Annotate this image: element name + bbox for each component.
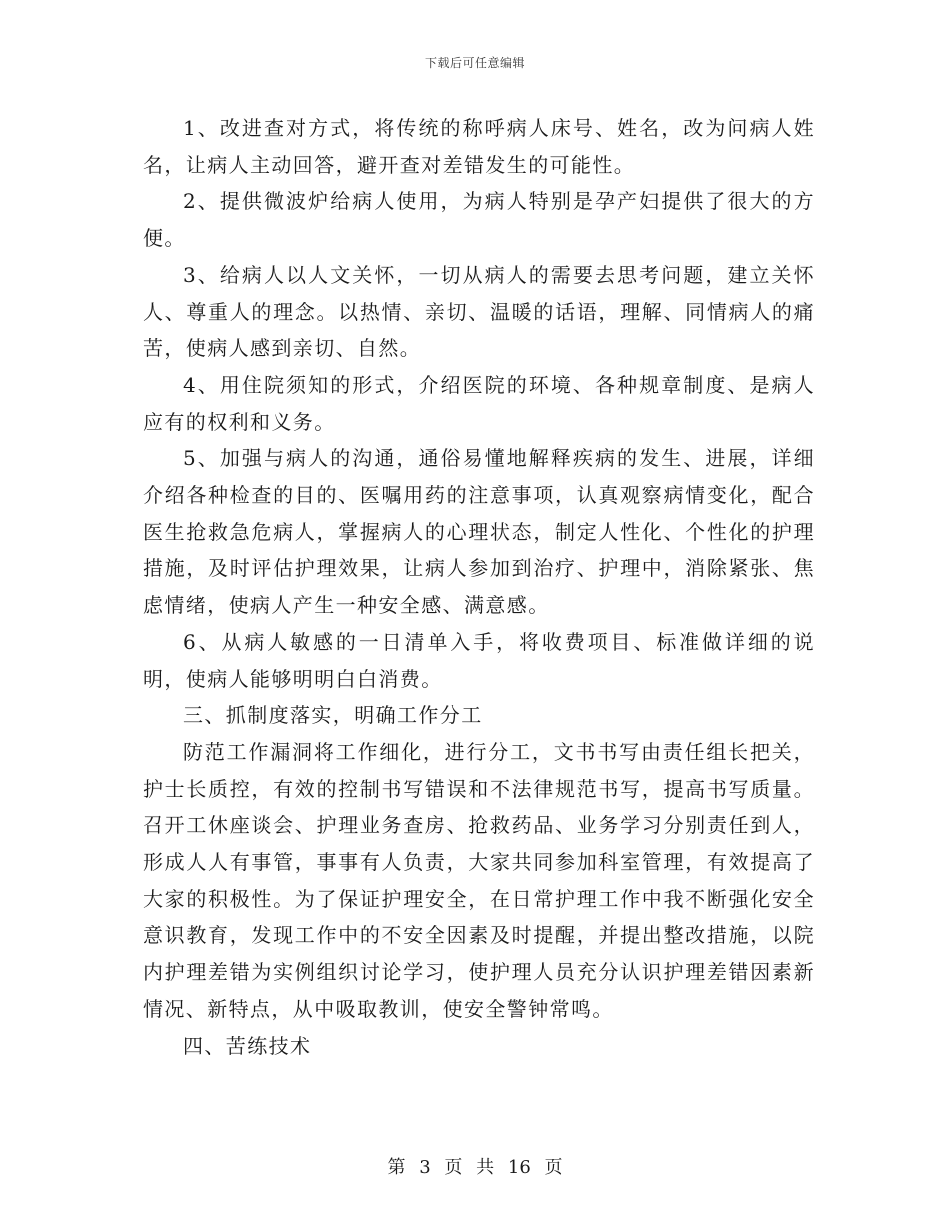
paragraph-item-1: 1、改进查对方式，将传统的称呼病人床号、姓名，改为问病人姓名，让病人主动回答，避开查对差错发生的可能性。 <box>143 116 815 177</box>
page-footer <box>0 1153 950 1179</box>
paragraph-item-4: 4、用住院须知的形式，介绍医院的环境、各种规章制度、是病人应有的权利和义务。 <box>143 372 815 434</box>
footer-total-pages: 16 <box>507 1157 531 1178</box>
document-body <box>143 110 815 1064</box>
section-heading-3: 三、抓制度落实，明确工作分工 <box>183 703 483 728</box>
footer-label-total: 共 <box>476 1157 495 1178</box>
footer-label-unit: 页 <box>444 1157 463 1178</box>
section-heading-4: 四、苦练技术 <box>183 1033 312 1058</box>
footer-label-unit-end: 页 <box>544 1157 563 1178</box>
paragraph-item-5: 5、加强与病人的沟通，通俗易懂地解释疾病的发生、进展，详细介绍各种检查的目的、医嘱用药的注意事项，认真观察病情变化，配合医生抢救急危病人，掌握病人的心理状态，制定人性化、个性化的护理措施，及时评估护理效果，让病人参加到治疗、护理中，消除紧张、焦虑情绪，使病人产生一种安全感、满意感。 <box>143 446 815 618</box>
paragraph-item-2: 2、提供微波炉给病人使用，为病人特别是孕产妇提供了很大的方便。 <box>143 189 815 251</box>
footer-label-page: 第 <box>387 1157 406 1178</box>
paragraph-item-3: 3、给病人以人文关怀，一切从病人的需要去思考问题，建立关怀人、尊重人的理念。以热情、亲切、温暖的话语，理解、同情病人的痛苦，使病人感到亲切、自然。 <box>143 262 815 361</box>
page-header: 下载后可任意编辑 <box>424 56 525 70</box>
paragraph-item-6: 6、从病人敏感的一日清单入手，将收费项目、标准做详细的说明，使病人能够明明白白消费。 <box>143 629 815 691</box>
footer-current-page: 3 <box>419 1157 431 1178</box>
paragraph-section-3-body: 防范工作漏洞将工作细化，进行分工，文书书写由责任组长把关，护士长质控，有效的控制书写错误和不法律规范书写，提高书写质量。召开工休座谈会、护理业务查房、抢救药品、业务学习分别责任到人，形成人人有事管，事事有人负责，大家共同参加科室管理，有效提高了大家的积极性。为了保证护理安全，在日常护理工作中我不断强化安全意识教育，发现工作中的不安全因素及时提醒，并提出整改措施，以院内护理差错为实例组织讨论学习，使护理人员充分认识护理差错因素新情况、新特点，从中吸取教训，使安全警钟常鸣。 <box>143 739 815 1021</box>
